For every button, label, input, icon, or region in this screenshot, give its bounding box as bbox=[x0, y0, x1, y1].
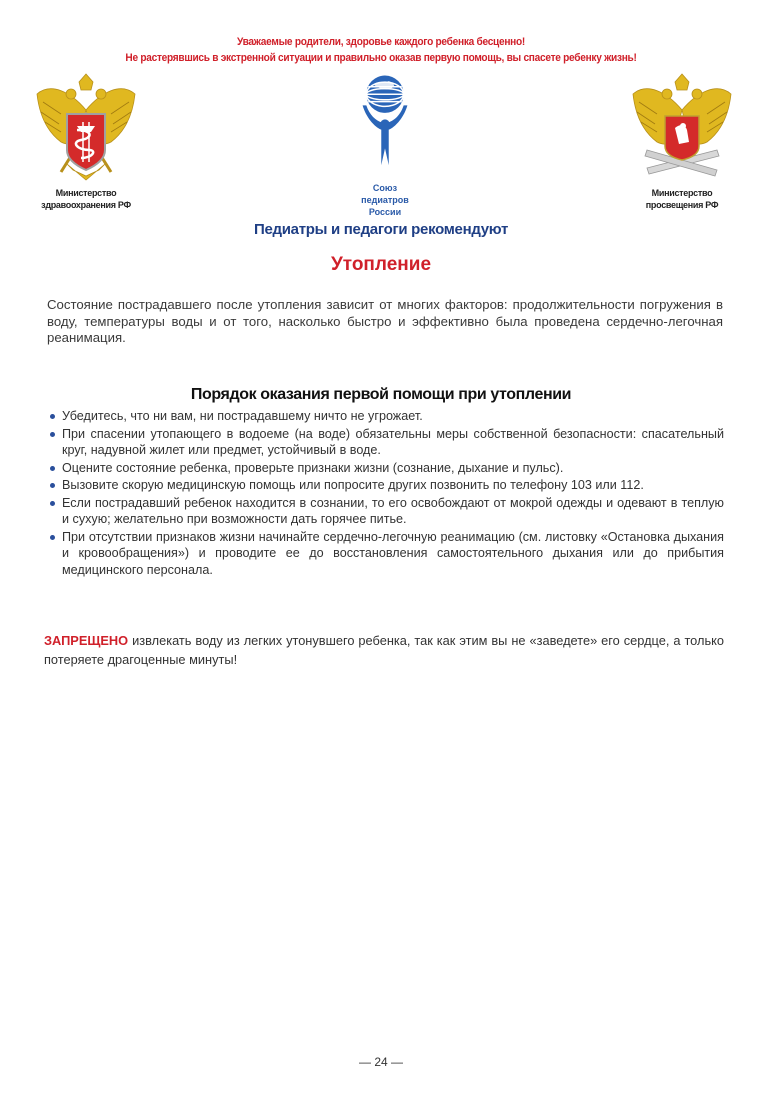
header-line-2: Не растерявшись в экстренной ситуации и правильно оказав первую помощь, вы спасете ребенку жизнь! bbox=[125, 52, 637, 64]
list-item-text: Убедитесь, что ни вам, ни пострадавшему ничто не угрожает. bbox=[62, 409, 423, 423]
pediatricians-union-logo bbox=[340, 72, 430, 218]
subtitle: Педиатры и педагоги рекомендуют bbox=[253, 221, 508, 238]
caption-line: Министерство bbox=[55, 188, 117, 198]
page-title: Утопление bbox=[330, 254, 432, 275]
intro-paragraph: Состояние пострадавшего после утопления зависит от многих факторов: продолжительности погружения в воду, температуры воды и от того, насколько быстро и эффективно была проведена сердечно-легочная реанимация. bbox=[47, 297, 723, 345]
list-item-text: Если пострадавший ребенок находится в сознании, то его освобождают от мокрой одежды и одевают в теплую и сухую; желательно при возможности дать горячее питье. bbox=[62, 495, 724, 526]
bullet-icon bbox=[50, 501, 55, 506]
bullet-icon bbox=[50, 414, 55, 419]
ministry-education-caption bbox=[622, 187, 742, 211]
bullet-icon bbox=[50, 535, 55, 540]
list-item bbox=[50, 426, 724, 459]
list-item bbox=[50, 477, 724, 494]
section-title: Порядок оказания первой помощи при утоплении bbox=[190, 386, 572, 403]
bullet-icon bbox=[50, 432, 55, 437]
ministry-health-logo bbox=[26, 72, 146, 211]
list-item-text: При спасении утопающего в водоеме (на воде) обязательны меры собственной безопасности: спасательный круг, надувной жилет или предмет, устойчивый в воде. bbox=[62, 426, 724, 457]
list-item-text: При отсутствии признаков жизни начинайте сердечно-легочную реанимацию (см. листовку «Остановка дыхания и кровообращения») и проводите ее до восстановления самостоятельного дыхания или до прибытия медицинского персонала. bbox=[62, 529, 724, 577]
warning-text: извлекать воду из легких утонувшего ребенка, так как этим вы не «заведете» его сердце, а только потеряете драгоценные минуты! bbox=[44, 633, 724, 667]
list-item-text: Оцените состояние ребенка, проверьте признаки жизни (сознание, дыхание и пульс). bbox=[62, 460, 564, 475]
caption-line: просвещения РФ bbox=[645, 200, 719, 210]
pediatricians-union-caption bbox=[340, 182, 430, 218]
caption-line: России bbox=[368, 207, 402, 217]
caption-line: здравоохранения РФ bbox=[41, 200, 131, 210]
list-item-text: Вызовите скорую медицинскую помощь или попросите других позвонить по телефону 103 или 112. bbox=[62, 478, 644, 492]
first-aid-steps-list bbox=[50, 408, 724, 579]
bullet-icon bbox=[50, 483, 55, 488]
header-line-1: Уважаемые родители, здоровье каждого ребенка бесценно! bbox=[236, 36, 526, 48]
pediatricians-union-logo-icon bbox=[357, 72, 413, 178]
warning-label: ЗАПРЕЩЕНО bbox=[44, 633, 129, 648]
list-item bbox=[50, 460, 724, 477]
bullet-icon bbox=[50, 466, 55, 471]
ministry-health-caption bbox=[26, 187, 146, 211]
caption-line: Союз bbox=[372, 183, 398, 193]
list-item bbox=[50, 408, 724, 425]
ministry-health-emblem-icon bbox=[31, 72, 141, 187]
warning-paragraph bbox=[44, 631, 724, 669]
list-item bbox=[50, 495, 724, 528]
ministry-education-logo bbox=[622, 72, 742, 211]
caption-line: педиатров bbox=[361, 195, 409, 205]
list-item bbox=[50, 529, 724, 579]
caption-line: Министерство bbox=[651, 188, 713, 198]
ministry-education-emblem-icon bbox=[627, 72, 737, 187]
page-number: — 24 — bbox=[358, 1055, 403, 1069]
